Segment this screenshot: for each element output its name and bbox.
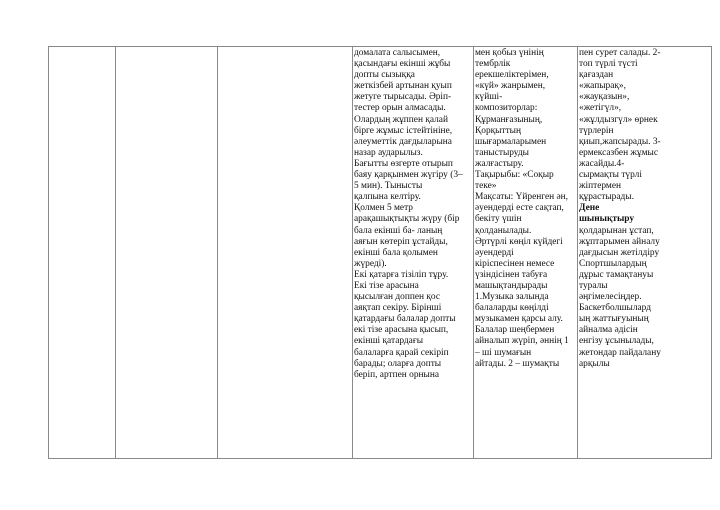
cell-line: барады; оларға допты: [354, 358, 442, 369]
cell-line: ерекшеліктерімен,: [475, 70, 549, 81]
cell-line: баяу қарқынмен жүгіру (3–: [354, 170, 463, 181]
cell-line: пен сурет салады. 2-: [579, 48, 661, 58]
cell-line: екінші қатардағы: [354, 336, 423, 347]
cell-line: қағаздан: [579, 70, 614, 81]
column-divider: [577, 47, 578, 458]
cell-line: тембрлік: [475, 59, 511, 70]
cell-line: теке»: [475, 181, 497, 192]
cell-line: жүреді).: [354, 258, 387, 269]
cell-line: Екі тізе арасына: [354, 280, 419, 291]
pe-heading: шынықтыру: [579, 214, 635, 225]
cell-line: назар аударылыз.: [354, 147, 423, 158]
cell-line: дұрыс тамақтануы: [579, 269, 654, 280]
cell-line: мен қобыз үнінің: [475, 48, 544, 58]
cell-line: тестер орын алмасады.: [354, 103, 446, 114]
column-divider: [217, 47, 218, 458]
cell-line: Әртүрлі көңіл күйдегі: [475, 236, 563, 247]
cell-line: жеткізбей артынан қуып: [354, 81, 452, 92]
cell-line: бекіту үшін: [475, 214, 522, 225]
cell-line: құрастырады.: [579, 192, 634, 203]
cell-line: машықтандырады: [475, 280, 548, 291]
cell-line: жетондар пайдалану: [579, 347, 661, 358]
cell-line: таныстыруды: [475, 147, 529, 158]
cell-line: «күй» жанрымен,: [475, 81, 546, 92]
cell-line: айналма әдісін: [579, 325, 638, 336]
cell-line: композиторлар:: [475, 103, 538, 114]
cell-line: әлеуметтік дағдыларына: [354, 136, 452, 147]
cell-line: қиып,жапсырады. 3-: [579, 136, 661, 147]
cell-line: арақашықтықты жүру (бір: [354, 214, 460, 225]
cell-line: «жапырақ»,: [579, 81, 626, 92]
cell-line: Олардың жұппен қалай: [354, 114, 448, 125]
cell-line: аяқтап секіру. Бірінші: [354, 303, 442, 314]
cell-line: допты сызыққа: [354, 70, 415, 81]
cell-line: музыкамен қарсы алу.: [475, 314, 563, 325]
cell-line: Құрманғазының,: [475, 114, 543, 125]
cell-line: туралы: [579, 280, 608, 291]
cell-line: Тақырыбы: «Соқыр: [475, 170, 554, 181]
cell-line: енгізу ұсынылады,: [579, 336, 654, 347]
cell-line: домалата салысымен,: [354, 48, 441, 58]
cell-line: күйші-: [475, 92, 503, 103]
cell-line: Бағытты өзгерте отырып: [354, 158, 453, 169]
cell-art-and-pe: [579, 48, 711, 370]
cell-line: «жұлдызгүл» өрнек: [579, 114, 658, 125]
cell-line: Қолмен 5 метр: [354, 203, 413, 214]
pe-heading: Дене: [579, 203, 600, 214]
cell-line: беріп, артпен орнына: [354, 369, 440, 380]
cell-music: [475, 48, 575, 370]
cell-line: Мақсаты: Үйренген ән,: [475, 192, 569, 203]
cell-line: балаларды көңілді: [475, 303, 549, 314]
cell-line: қатардағы балалар допты: [354, 314, 456, 325]
cell-line: топ түрлі түсті: [579, 59, 638, 70]
cell-line: бала екінші ба- ланың: [354, 225, 443, 236]
cell-line: қалпына келтіру.: [354, 192, 421, 203]
cell-line: ың жаттығуының: [579, 314, 649, 325]
cell-line: түрлерін: [579, 125, 614, 136]
cell-line: үзіндісінен табуға: [475, 269, 548, 280]
cell-physical-activity: [354, 48, 472, 381]
cell-line: әңгімелесіңдер.: [579, 292, 642, 303]
cell-line: жалғастыру.: [475, 158, 524, 169]
cell-line: екі тізе арасына қысып,: [354, 325, 449, 336]
cell-line: әуендерді: [475, 247, 514, 258]
cell-line: Спортшылардың: [579, 258, 647, 269]
column-divider: [115, 47, 116, 458]
cell-line: дағдысын жетілдіру: [579, 247, 660, 258]
cell-line: әуендерді есте сақтап,: [475, 203, 564, 214]
cell-line: қолданылады.: [475, 225, 532, 236]
cell-line: екінші бала қолымен: [354, 247, 438, 258]
cell-line: шығармаларымен: [475, 136, 547, 147]
cell-line: қасындағы екінші жұбы: [354, 59, 451, 70]
cell-line: жасайды.4-: [579, 158, 625, 169]
cell-line: «жауқазын»,: [579, 92, 630, 103]
schedule-table: [48, 46, 712, 459]
cell-line: кіріспесінен немесе: [475, 258, 555, 269]
column-divider: [352, 47, 353, 458]
cell-line: аяғын көтеріп ұстайды,: [354, 236, 448, 247]
cell-line: айналып жүріп, әннің 1: [475, 336, 569, 347]
cell-line: Екі қатарға тізіліп тұру.: [354, 269, 449, 280]
cell-line: қысылған доппен қос: [354, 292, 441, 303]
cell-line: «жетігүл»,: [579, 103, 622, 114]
cell-line: жұптарымен айналу: [579, 236, 660, 247]
cell-line: айтады. 2 – шумақты: [475, 358, 560, 369]
cell-line: 5 мин). Тынысты: [354, 181, 423, 192]
cell-line: Қорқыттың: [475, 125, 521, 136]
cell-line: жетуге тырысады. Әріп-: [354, 92, 452, 103]
cell-line: жіптермен: [579, 181, 622, 192]
cell-line: балаларға қарай секіріп: [354, 347, 449, 358]
cell-line: қолдарынан ұстап,: [579, 225, 654, 236]
cell-line: 1.Музыка залында: [475, 292, 549, 303]
cell-line: арқылы: [579, 358, 610, 369]
cell-line: ермексазбен жұмыс: [579, 147, 658, 158]
cell-line: бірге жұмыс істейтініне,: [354, 125, 453, 136]
cell-line: Балалар шеңбермен: [475, 325, 555, 336]
cell-line: Баскетболшылард: [579, 303, 651, 314]
cell-line: – ші шумағын: [475, 347, 532, 358]
column-divider: [473, 47, 474, 458]
cell-line: сырмақты түрлі: [579, 170, 642, 181]
